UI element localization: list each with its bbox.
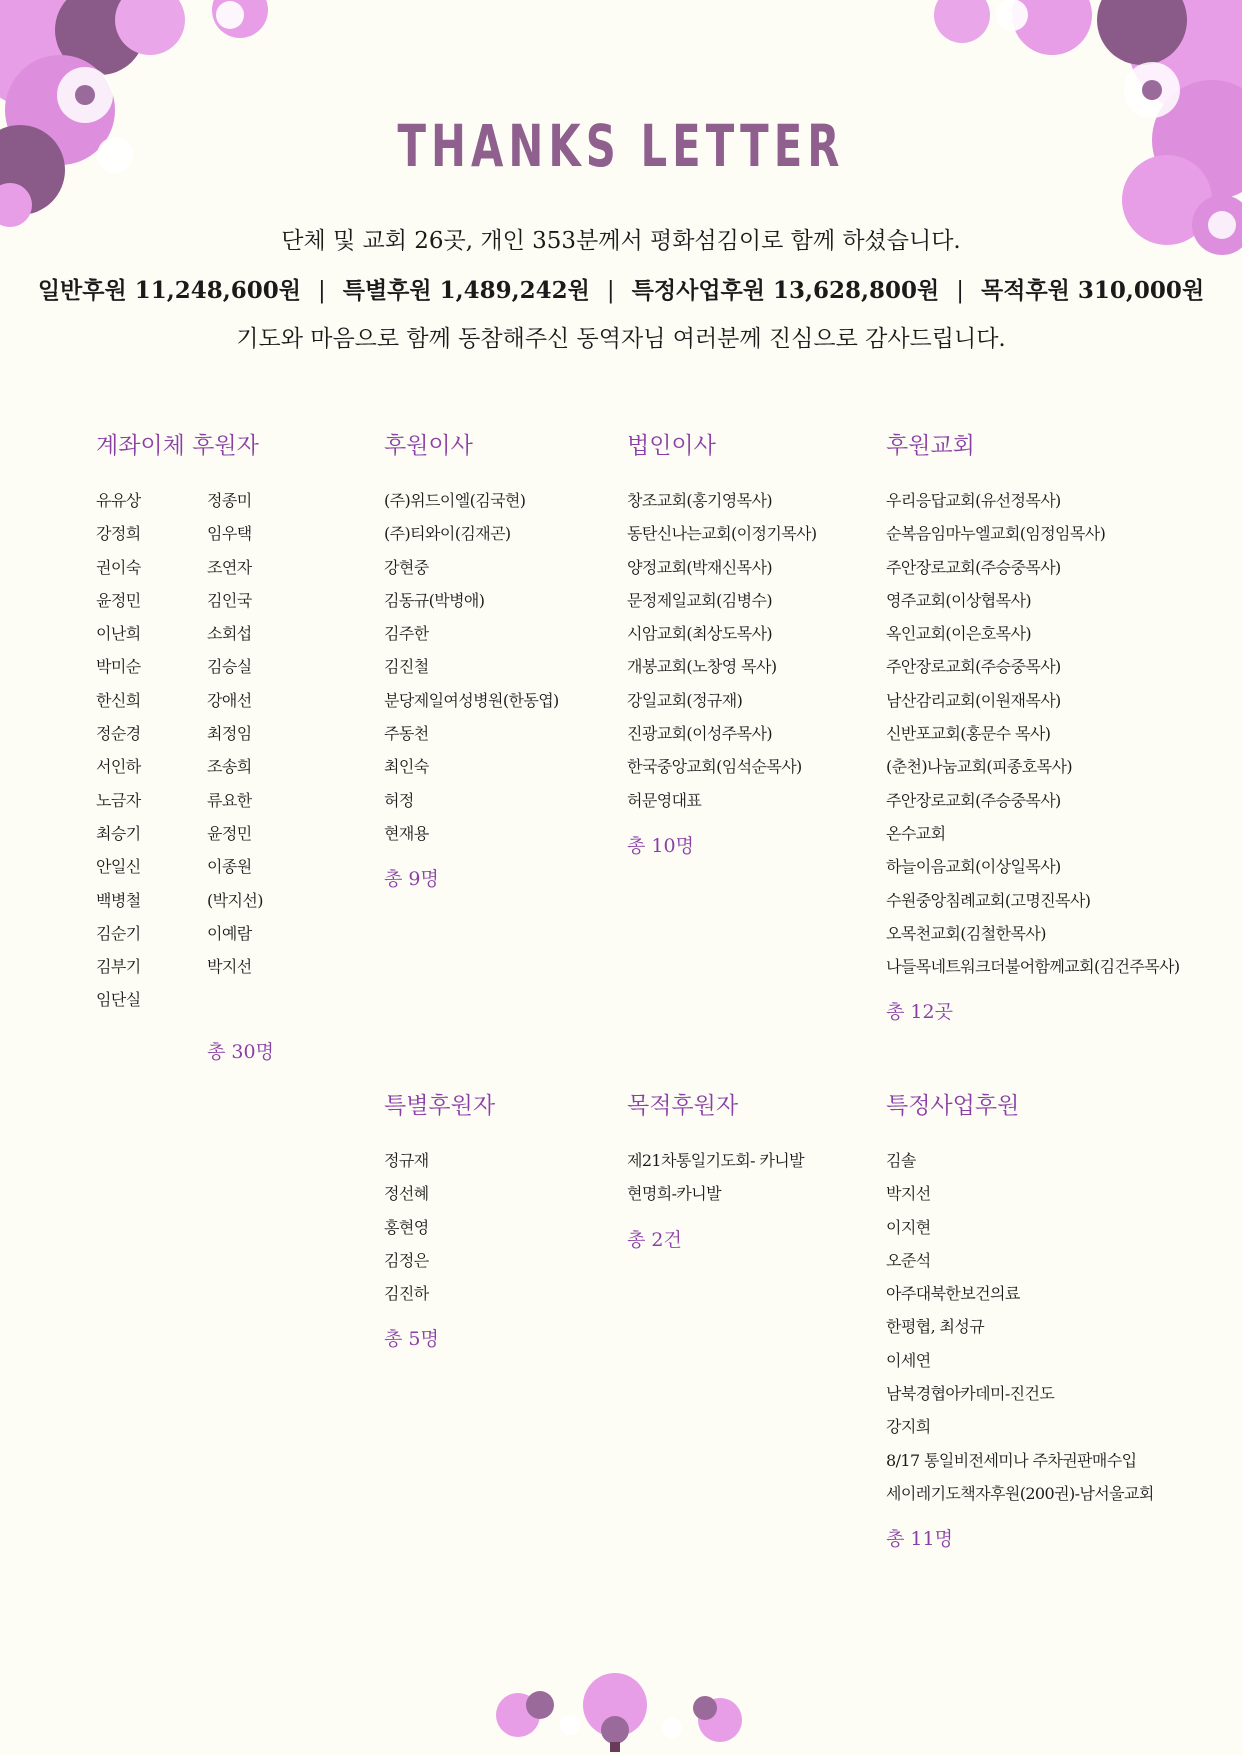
list-item: 김부기	[96, 957, 141, 977]
list-item: 김진하	[384, 1284, 429, 1304]
section-title: 특정사업후원	[886, 1093, 1020, 1119]
section-total: 총 12곳	[886, 1001, 953, 1024]
list-item: 이세연	[886, 1350, 931, 1370]
section-supporting-churches	[886, 427, 1180, 1024]
list-item: 오목천교회(김철한목사)	[886, 923, 1046, 943]
list-item: 류요한	[207, 790, 252, 810]
section-directors	[384, 427, 559, 891]
list-item: 강애선	[207, 690, 252, 710]
list-item: 이난희	[96, 624, 141, 644]
donation-totals	[0, 272, 1242, 305]
list-item: 김동규(박병애)	[384, 590, 485, 610]
section-total: 총 9명	[384, 868, 439, 891]
list-item: 이예람	[207, 923, 252, 943]
list-item: 소회섭	[207, 624, 252, 644]
section-total: 총 5명	[384, 1328, 439, 1351]
list-item: 나들목네트워크더불어함께교회(김건주목사)	[886, 957, 1180, 977]
list-item: 세이레기도책자후원(200권)-남서울교회	[886, 1483, 1154, 1503]
list-item: 정선혜	[384, 1184, 429, 1204]
intro-thanks: 기도와 마음으로 함께 동참해주신 동역자님 여러분께 진심으로 감사드립니다.	[236, 326, 1006, 352]
list-item: 이종원	[207, 857, 252, 877]
list-item: 창조교회(홍기영목사)	[627, 491, 772, 510]
list-item: 주안장로교회(주승중목사)	[886, 657, 1061, 677]
list-item: (춘천)나눔교회(피종호목사)	[886, 757, 1072, 777]
list-item: 강지희	[886, 1417, 931, 1437]
corporate-list	[627, 484, 817, 817]
list-item: 안일신	[96, 857, 141, 877]
list-item: 윤정민	[207, 823, 252, 843]
flower-decoration-bottom	[490, 1650, 760, 1755]
page-title: THANKS LETTER	[397, 112, 845, 180]
list-item: 최승기	[96, 823, 141, 843]
list-item: 현명희-카니발	[627, 1184, 721, 1204]
list-item: 최정임	[207, 724, 252, 744]
list-item: (박지선)	[207, 890, 263, 910]
list-item: 순복음임마누엘교회(임정임목사)	[886, 524, 1106, 544]
separator: |	[956, 278, 965, 304]
list-item: 김승실	[207, 657, 252, 677]
section-total: 총 11명	[886, 1528, 953, 1551]
list-item: 남산감리교회(이원재목사)	[886, 690, 1061, 710]
separator: |	[606, 278, 615, 304]
director-list	[384, 484, 559, 850]
list-item: 백병철	[96, 890, 141, 910]
list-item: 권이숙	[96, 557, 141, 577]
list-item: 우리응답교회(유선정목사)	[886, 491, 1061, 510]
list-item: 주동천	[384, 724, 429, 744]
project-list	[886, 1144, 1154, 1510]
list-item: 박지선	[886, 1184, 931, 1204]
list-item: 제21차통일기도회- 카니발	[627, 1151, 805, 1170]
section-corporate-directors	[627, 427, 817, 858]
separator: |	[317, 278, 326, 304]
list-item: 영주교회(이상협목사)	[886, 590, 1031, 610]
list-item: 양정교회(박재신목사)	[627, 557, 772, 577]
list-item: 시암교회(최상도목사)	[627, 624, 772, 644]
list-item: 서인하	[96, 757, 141, 777]
list-item: 김정은	[384, 1250, 429, 1270]
total-project: 특정사업후원 13,628,800원	[631, 277, 940, 304]
list-item: 허문영대표	[627, 790, 702, 810]
list-item: 김솔	[886, 1151, 916, 1170]
list-item: 신반포교회(홍문수 목사)	[886, 724, 1051, 744]
list-item: 옥인교회(이은호목사)	[886, 624, 1031, 644]
list-item: 한평협, 최성규	[886, 1317, 985, 1337]
list-item: 조송희	[207, 757, 252, 777]
list-item: 오준석	[886, 1250, 931, 1270]
list-item: 아주대북한보건의료	[886, 1284, 1020, 1304]
list-item: 정순경	[96, 724, 141, 744]
list-item: 수원중앙침례교회(고명진목사)	[886, 890, 1091, 910]
list-item: 동탄신나는교회(이정기목사)	[627, 524, 817, 544]
list-item: 노금자	[96, 790, 141, 810]
list-item: 강현중	[384, 557, 429, 577]
list-item: (주)티와이(김재곤)	[384, 524, 511, 544]
list-item: 개봉교회(노창영 목사)	[627, 657, 777, 677]
section-title: 후원교회	[886, 433, 975, 459]
list-item: 문정제일교회(김병수)	[627, 590, 772, 610]
list-item: 온수교회	[886, 823, 946, 843]
list-item: 8/17 통일비전세미나 주차권판매수입	[886, 1450, 1137, 1470]
total-general: 일반후원 11,248,600원	[37, 277, 301, 304]
list-item: 현재용	[384, 823, 429, 843]
list-item: 임우택	[207, 524, 252, 544]
list-item: 홍현영	[384, 1217, 429, 1237]
list-item: 허정	[384, 790, 414, 810]
section-total: 총 30명	[207, 1041, 274, 1064]
list-item: 주안장로교회(주승중목사)	[886, 790, 1061, 810]
section-transfer-donors	[96, 427, 318, 1064]
list-item: 분당제일여성병원(한동엽)	[384, 690, 559, 710]
section-title: 특별후원자	[384, 1093, 496, 1119]
list-item: 하늘이음교회(이상일목사)	[886, 857, 1061, 877]
list-item: 진광교회(이성주목사)	[627, 724, 772, 744]
section-purpose-donors	[627, 1087, 804, 1252]
section-total: 총 2건	[627, 1228, 682, 1251]
church-list	[886, 484, 1180, 983]
list-item: 주안장로교회(주승중목사)	[886, 557, 1061, 577]
section-title: 후원이사	[384, 433, 473, 459]
list-item: 김인국	[207, 590, 252, 610]
list-item: 강일교회(정규재)	[627, 690, 743, 710]
total-special: 특별후원 1,489,242원	[342, 277, 590, 304]
list-item: 임단실	[96, 990, 141, 1010]
list-item: 한국중앙교회(임석순목사)	[627, 757, 802, 777]
list-item: 정규재	[384, 1151, 429, 1170]
list-item: 이지현	[886, 1217, 931, 1237]
section-title: 법인이사	[627, 433, 716, 459]
section-title: 목적후원자	[627, 1093, 739, 1119]
section-total: 총 10명	[627, 834, 694, 857]
list-item: 박지선	[207, 957, 252, 977]
purpose-list	[627, 1144, 804, 1211]
list-item: 김주한	[384, 624, 429, 644]
list-item: 박미순	[96, 657, 141, 677]
list-item: 남북경협아카데미-진건도	[886, 1384, 1055, 1404]
list-item: 한신희	[96, 690, 141, 710]
list-item: 김순기	[96, 923, 141, 943]
donor-list-col1	[96, 484, 207, 1064]
list-item: 윤정민	[96, 590, 141, 610]
list-item: 조연자	[207, 557, 252, 577]
list-item: 강정희	[96, 524, 141, 544]
list-item: (주)위드이엘(김국현)	[384, 491, 526, 510]
list-item: 정종미	[207, 491, 252, 510]
section-project-donors	[886, 1087, 1154, 1551]
list-item: 유유상	[96, 491, 141, 510]
donor-list-col2	[207, 484, 318, 983]
section-special-donors	[384, 1087, 495, 1351]
total-purpose: 목적후원 310,000원	[981, 277, 1205, 304]
list-item: 김진철	[384, 657, 429, 677]
intro-summary: 단체 및 교회 26곳, 개인 353분께서 평화섬김이로 함께 하셨습니다.	[281, 228, 961, 254]
special-list	[384, 1144, 495, 1310]
section-title: 계좌이체 후원자	[96, 433, 259, 459]
list-item: 최인숙	[384, 757, 429, 777]
